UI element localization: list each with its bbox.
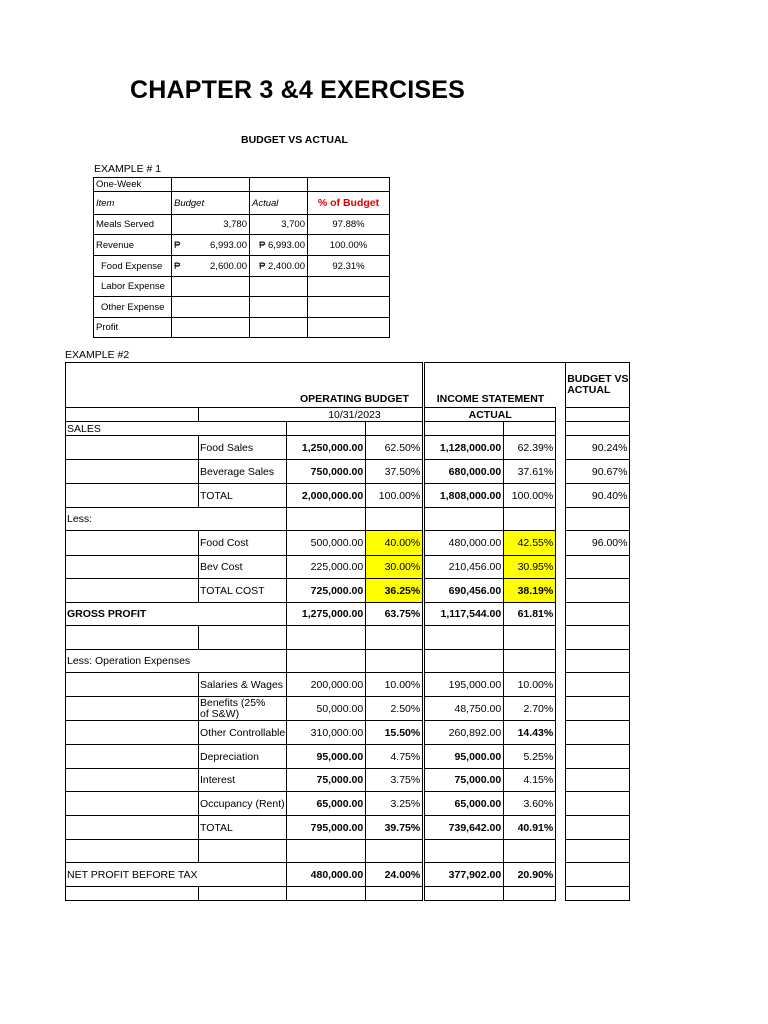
- actual-amount[interactable]: [424, 626, 504, 650]
- budget-percent[interactable]: 15.50%: [366, 721, 424, 745]
- budget-percent[interactable]: 2.50%: [366, 697, 424, 721]
- column-gap: [556, 556, 566, 579]
- actual-amount[interactable]: [424, 422, 504, 436]
- example1-cell[interactable]: [172, 178, 250, 192]
- column-gap: [556, 436, 566, 460]
- cell[interactable]: [66, 408, 199, 422]
- example1-row-item[interactable]: Meals Served: [94, 215, 172, 235]
- example1-cell[interactable]: [308, 178, 390, 192]
- column-gap: [556, 887, 566, 901]
- budget-vs-actual-percent[interactable]: [566, 422, 630, 436]
- cell[interactable]: [366, 887, 424, 901]
- column-gap: [556, 863, 566, 887]
- actual-amount[interactable]: [424, 840, 504, 863]
- budget-percent[interactable]: 3.25%: [366, 792, 424, 816]
- budget-amount[interactable]: 95,000.00: [287, 745, 366, 769]
- example1-row-item[interactable]: Food Expense: [94, 256, 172, 277]
- row-label[interactable]: GROSS PROFIT: [66, 603, 199, 626]
- cell[interactable]: [199, 408, 287, 422]
- actual-amount[interactable]: 377,902.00: [424, 863, 504, 887]
- example1-label: EXAMPLE # 1: [94, 163, 162, 175]
- budget-vs-actual-percent[interactable]: [566, 840, 630, 863]
- column-gap: [556, 745, 566, 769]
- example1-row-actual[interactable]: [250, 277, 308, 297]
- header-spacer: [199, 363, 287, 408]
- budget-vs-actual-percent[interactable]: [566, 603, 630, 626]
- example1-row-pct[interactable]: [308, 277, 390, 297]
- row-label[interactable]: [199, 697, 287, 721]
- example1-row-budget[interactable]: 3,780: [172, 215, 250, 235]
- row-label[interactable]: Salaries & Wages: [199, 673, 287, 697]
- row-label[interactable]: Bev Cost: [199, 556, 287, 579]
- budget-amount[interactable]: 480,000.00: [287, 863, 366, 887]
- example1-row-actual[interactable]: ₱ 6,993.00: [250, 235, 308, 256]
- example1-cell[interactable]: [250, 178, 308, 192]
- actual-percent[interactable]: 30.95%: [504, 556, 556, 579]
- actual-amount[interactable]: [424, 508, 504, 531]
- header-actual[interactable]: ACTUAL: [424, 408, 556, 422]
- actual-amount[interactable]: 480,000.00: [424, 531, 504, 556]
- actual-amount[interactable]: 95,000.00: [424, 745, 504, 769]
- row-indent-cell[interactable]: [66, 531, 199, 556]
- row-label[interactable]: Occupancy (Rent): [199, 792, 287, 816]
- example2-label: EXAMPLE #2: [65, 349, 130, 361]
- actual-percent[interactable]: 42.55%: [504, 531, 556, 556]
- example1-row-actual[interactable]: ₱ 2,400.00: [250, 256, 308, 277]
- actual-percent[interactable]: [504, 508, 556, 531]
- column-gap: [556, 460, 566, 484]
- actual-amount[interactable]: 195,000.00: [424, 673, 504, 697]
- budget-percent[interactable]: 40.00%: [366, 531, 424, 556]
- budget-amount[interactable]: 310,000.00: [287, 721, 366, 745]
- actual-amount[interactable]: 680,000.00: [424, 460, 504, 484]
- cell[interactable]: [287, 887, 366, 901]
- budget-vs-actual-percent[interactable]: [566, 792, 630, 816]
- example1-row-actual[interactable]: 3,700: [250, 215, 308, 235]
- column-gap: [556, 422, 566, 436]
- peso-sign: ₱: [174, 260, 181, 272]
- example1-row-pct[interactable]: [308, 318, 390, 338]
- bva-line1: BUDGET VS: [567, 373, 629, 385]
- budget-vs-actual-percent[interactable]: [566, 816, 630, 840]
- header-income-statement[interactable]: INCOME STATEMENT: [424, 363, 556, 408]
- row-indent-cell[interactable]: [66, 792, 199, 816]
- section-subtitle: BUDGET VS ACTUAL: [241, 134, 348, 146]
- actual-percent[interactable]: 5.25%: [504, 745, 556, 769]
- budget-percent[interactable]: 30.00%: [366, 556, 424, 579]
- budget-vs-actual-percent[interactable]: [566, 769, 630, 792]
- budget-amount[interactable]: 1,275,000.00: [287, 603, 366, 626]
- budget-vs-actual-percent[interactable]: [566, 556, 630, 579]
- budget-vs-actual-percent[interactable]: [566, 673, 630, 697]
- budget-amount[interactable]: 65,000.00: [287, 792, 366, 816]
- actual-percent[interactable]: [504, 840, 556, 863]
- column-gap: [556, 769, 566, 792]
- example1-table: [93, 177, 390, 338]
- actual-percent[interactable]: 40.91%: [504, 816, 556, 840]
- budget-amount[interactable]: [287, 840, 366, 863]
- column-gap: [556, 650, 566, 673]
- budget-amount[interactable]: 500,000.00: [287, 531, 366, 556]
- row-label[interactable]: TOTAL: [199, 484, 287, 508]
- example1-header-actual[interactable]: Actual: [250, 192, 308, 215]
- actual-amount[interactable]: 65,000.00: [424, 792, 504, 816]
- budget-percent[interactable]: [366, 840, 424, 863]
- budget-percent[interactable]: [366, 650, 424, 673]
- actual-amount[interactable]: 690,456.00: [424, 579, 504, 603]
- budget-percent[interactable]: 36.25%: [366, 579, 424, 603]
- budget-amount[interactable]: 2,000,000.00: [287, 484, 366, 508]
- budget-percent[interactable]: 4.75%: [366, 745, 424, 769]
- column-gap: [556, 840, 566, 863]
- example1-row-item[interactable]: Labor Expense: [94, 277, 172, 297]
- example1-row-pct[interactable]: 97.88%: [308, 215, 390, 235]
- budget-percent[interactable]: 39.75%: [366, 816, 424, 840]
- actual-amount[interactable]: [424, 650, 504, 673]
- column-gap: [556, 792, 566, 816]
- row-label[interactable]: Food Sales: [199, 436, 287, 460]
- example1-row-pct[interactable]: [308, 297, 390, 318]
- budget-amount[interactable]: 75,000.00: [287, 769, 366, 792]
- budget-vs-actual-percent[interactable]: 90.24%: [566, 436, 630, 460]
- budget-vs-actual-percent[interactable]: 90.40%: [566, 484, 630, 508]
- actual-amount[interactable]: 1,128,000.00: [424, 436, 504, 460]
- example1-row-item[interactable]: Revenue: [94, 235, 172, 256]
- budget-vs-actual-percent[interactable]: [566, 745, 630, 769]
- budget-percent[interactable]: 24.00%: [366, 863, 424, 887]
- column-gap: [556, 721, 566, 745]
- actual-percent[interactable]: 37.61%: [504, 460, 556, 484]
- budget-amount[interactable]: 725,000.00: [287, 579, 366, 603]
- column-gap: [556, 531, 566, 556]
- budget-amount[interactable]: 750,000.00: [287, 460, 366, 484]
- row-label[interactable]: Less: Operation Expenses: [66, 650, 199, 673]
- actual-percent[interactable]: 10.00%: [504, 673, 556, 697]
- example1-row-budget[interactable]: [172, 256, 250, 277]
- example2-table: [65, 362, 630, 901]
- row-indent-cell[interactable]: [66, 556, 199, 579]
- actual-percent[interactable]: 62.39%: [504, 436, 556, 460]
- budget-vs-actual-percent[interactable]: [566, 721, 630, 745]
- budget-vs-actual-percent[interactable]: [566, 626, 630, 650]
- row-label-line2: of S&W): [200, 707, 240, 720]
- row-label[interactable]: [199, 840, 287, 863]
- cell[interactable]: [66, 887, 199, 901]
- example1-header-item[interactable]: Item: [94, 192, 172, 215]
- example1-row-actual[interactable]: [250, 318, 308, 338]
- example1-row-pct[interactable]: 92.31%: [308, 256, 390, 277]
- budget-percent[interactable]: 37.50%: [366, 460, 424, 484]
- actual-percent[interactable]: 2.70%: [504, 697, 556, 721]
- example1-period-cell[interactable]: One-Week: [94, 178, 172, 192]
- row-label[interactable]: Other Controllable: [199, 721, 287, 745]
- row-indent-cell[interactable]: [66, 673, 199, 697]
- column-gap: [556, 508, 566, 531]
- budget-amount[interactable]: 200,000.00: [287, 673, 366, 697]
- row-label[interactable]: Depreciation: [199, 745, 287, 769]
- budget-percent[interactable]: 62.50%: [366, 436, 424, 460]
- row-label[interactable]: Beverage Sales: [199, 460, 287, 484]
- budget-vs-actual-percent[interactable]: [566, 650, 630, 673]
- budget-vs-actual-percent[interactable]: [566, 863, 630, 887]
- budget-amount[interactable]: [287, 508, 366, 531]
- row-label-spacer[interactable]: [199, 650, 287, 673]
- actual-amount[interactable]: 739,642.00: [424, 816, 504, 840]
- example1-row-item[interactable]: Profit: [94, 318, 172, 338]
- budget-vs-actual-percent[interactable]: [566, 508, 630, 531]
- budget-vs-actual-percent[interactable]: 90.67%: [566, 460, 630, 484]
- row-label[interactable]: Interest: [199, 769, 287, 792]
- actual-percent[interactable]: 20.90%: [504, 863, 556, 887]
- peso-sign: ₱: [174, 239, 181, 251]
- row-label[interactable]: NET PROFIT BEFORE TAX: [66, 863, 199, 887]
- budget-amount[interactable]: 225,000.00: [287, 556, 366, 579]
- header-spacer: [66, 363, 199, 408]
- budget-amount[interactable]: 1,250,000.00: [287, 436, 366, 460]
- actual-amount[interactable]: 260,892.00: [424, 721, 504, 745]
- column-gap: [556, 408, 566, 422]
- row-label-spacer[interactable]: [199, 863, 287, 887]
- actual-amount[interactable]: 210,456.00: [424, 556, 504, 579]
- example1-row-budget-value: 6,993.00: [210, 239, 247, 251]
- actual-percent[interactable]: [504, 650, 556, 673]
- header-date[interactable]: 10/31/2023: [287, 408, 424, 422]
- header-operating-budget[interactable]: OPERATING BUDGET: [287, 363, 424, 408]
- actual-percent[interactable]: 4.15%: [504, 769, 556, 792]
- actual-percent[interactable]: 38.19%: [504, 579, 556, 603]
- row-indent-cell[interactable]: [66, 769, 199, 792]
- row-label-line1: Benefits (25%: [200, 696, 266, 709]
- budget-percent[interactable]: 10.00%: [366, 673, 424, 697]
- row-label[interactable]: [199, 626, 287, 650]
- row-indent-cell[interactable]: [66, 436, 199, 460]
- budget-vs-actual-percent[interactable]: 96.00%: [566, 531, 630, 556]
- example1-row-budget[interactable]: [172, 318, 250, 338]
- budget-percent[interactable]: 63.75%: [366, 603, 424, 626]
- column-gap: [556, 626, 566, 650]
- budget-vs-actual-percent[interactable]: [566, 579, 630, 603]
- column-gap: [556, 363, 566, 408]
- budget-amount[interactable]: [287, 650, 366, 673]
- actual-percent[interactable]: 61.81%: [504, 603, 556, 626]
- bva-line2: ACTUAL: [567, 384, 611, 396]
- actual-percent[interactable]: [504, 626, 556, 650]
- cell[interactable]: [566, 408, 630, 422]
- budget-vs-actual-percent[interactable]: [566, 697, 630, 721]
- section-sales-label[interactable]: SALES: [66, 422, 199, 436]
- example1-row-budget-value: 2,600.00: [210, 260, 247, 272]
- budget-amount[interactable]: [287, 626, 366, 650]
- row-indent-cell[interactable]: [66, 460, 199, 484]
- row-indent-cell[interactable]: [66, 816, 199, 840]
- row-indent-cell[interactable]: [66, 840, 199, 863]
- row-indent-cell[interactable]: [66, 697, 199, 721]
- budget-percent[interactable]: [366, 626, 424, 650]
- page-title: CHAPTER 3 &4 EXERCISES: [130, 76, 466, 104]
- example1-row-budget[interactable]: [172, 297, 250, 318]
- budget-percent[interactable]: 100.00%: [366, 484, 424, 508]
- row-indent-cell[interactable]: [66, 745, 199, 769]
- example1-row-budget[interactable]: [172, 277, 250, 297]
- column-gap: [556, 603, 566, 626]
- header-budget-vs-actual[interactable]: [566, 363, 630, 408]
- column-gap: [556, 673, 566, 697]
- column-gap: [556, 816, 566, 840]
- actual-percent[interactable]: 3.60%: [504, 792, 556, 816]
- row-label-spacer[interactable]: [199, 603, 287, 626]
- actual-amount[interactable]: 75,000.00: [424, 769, 504, 792]
- budget-amount[interactable]: 50,000.00: [287, 697, 366, 721]
- row-label-spacer[interactable]: [199, 508, 287, 531]
- row-label[interactable]: TOTAL: [199, 816, 287, 840]
- actual-percent[interactable]: 14.43%: [504, 721, 556, 745]
- example1-row-budget[interactable]: [172, 235, 250, 256]
- actual-amount[interactable]: 1,117,544.00: [424, 603, 504, 626]
- cell[interactable]: [199, 887, 287, 901]
- budget-percent[interactable]: [366, 508, 424, 531]
- actual-percent[interactable]: 100.00%: [504, 484, 556, 508]
- row-indent-cell[interactable]: [66, 626, 199, 650]
- column-gap: [556, 579, 566, 603]
- cell[interactable]: [566, 887, 630, 901]
- cell[interactable]: [424, 887, 504, 901]
- example1-row-actual[interactable]: [250, 297, 308, 318]
- budget-amount[interactable]: [287, 422, 366, 436]
- row-label[interactable]: Less:: [66, 508, 199, 531]
- example1-header-budget[interactable]: Budget: [172, 192, 250, 215]
- row-indent-cell[interactable]: [66, 721, 199, 745]
- actual-amount[interactable]: 48,750.00: [424, 697, 504, 721]
- actual-percent[interactable]: [504, 422, 556, 436]
- column-gap: [556, 697, 566, 721]
- budget-percent[interactable]: [366, 422, 424, 436]
- row-label[interactable]: TOTAL COST: [199, 579, 287, 603]
- cell[interactable]: [504, 887, 556, 901]
- column-gap: [556, 484, 566, 508]
- row-label-spacer[interactable]: [199, 422, 287, 436]
- budget-amount[interactable]: 795,000.00: [287, 816, 366, 840]
- example1-row-item[interactable]: Other Expense: [94, 297, 172, 318]
- row-indent-cell[interactable]: [66, 579, 199, 603]
- example1-row-pct[interactable]: 100.00%: [308, 235, 390, 256]
- example1-header-pct[interactable]: % of Budget: [308, 192, 390, 215]
- budget-percent[interactable]: 3.75%: [366, 769, 424, 792]
- actual-amount[interactable]: 1,808,000.00: [424, 484, 504, 508]
- row-label[interactable]: Food Cost: [199, 531, 287, 556]
- row-indent-cell[interactable]: [66, 484, 199, 508]
